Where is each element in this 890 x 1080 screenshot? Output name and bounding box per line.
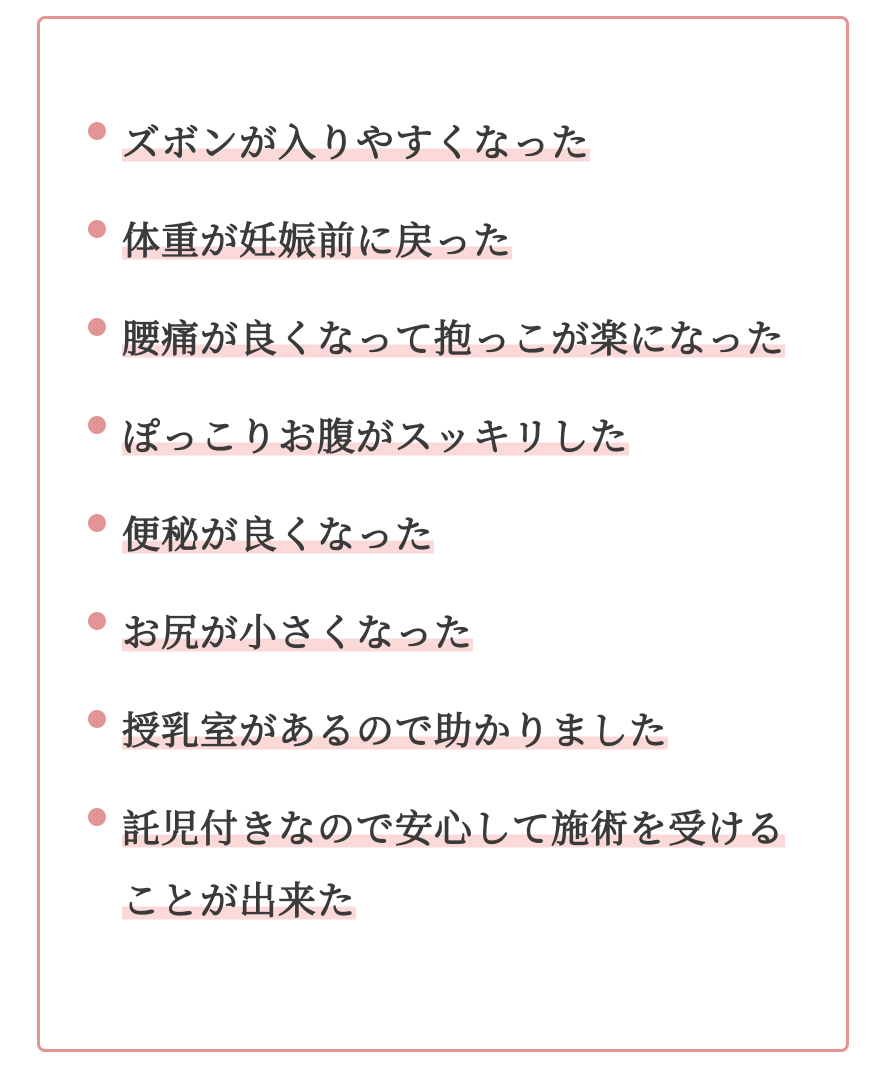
list-item-text: お尻が小さくなった (122, 611, 474, 655)
bullet-icon (88, 612, 106, 630)
testimonial-card (37, 16, 849, 1052)
bullet-icon (88, 122, 106, 140)
list-item-text: ズボンが入りやすくなった (122, 121, 591, 165)
bullet-icon (88, 220, 106, 238)
bullet-icon (88, 318, 106, 336)
list-item-text: 授乳室があるので助かりました (122, 709, 669, 753)
feedback-list (88, 107, 808, 963)
list-item (88, 499, 808, 571)
list-item (88, 793, 808, 937)
bullet-icon (88, 514, 106, 532)
list-item (88, 597, 808, 669)
list-item (88, 303, 808, 375)
bullet-icon (88, 710, 106, 728)
bullet-icon (88, 808, 106, 826)
list-item-text: 便秘が良くなった (122, 513, 435, 557)
list-item-text: 体重が妊娠前に戻った (122, 219, 513, 263)
bullet-icon (88, 416, 106, 434)
list-item-text: 託児付きなので安心して施術を受けることが出来た (122, 807, 786, 923)
list-item-text: 腰痛が良くなって抱っこが楽になった (122, 317, 786, 361)
list-item (88, 107, 808, 179)
list-item (88, 205, 808, 277)
list-item (88, 695, 808, 767)
list-item-text: ぽっこりお腹がスッキリした (122, 415, 629, 459)
list-item (88, 401, 808, 473)
